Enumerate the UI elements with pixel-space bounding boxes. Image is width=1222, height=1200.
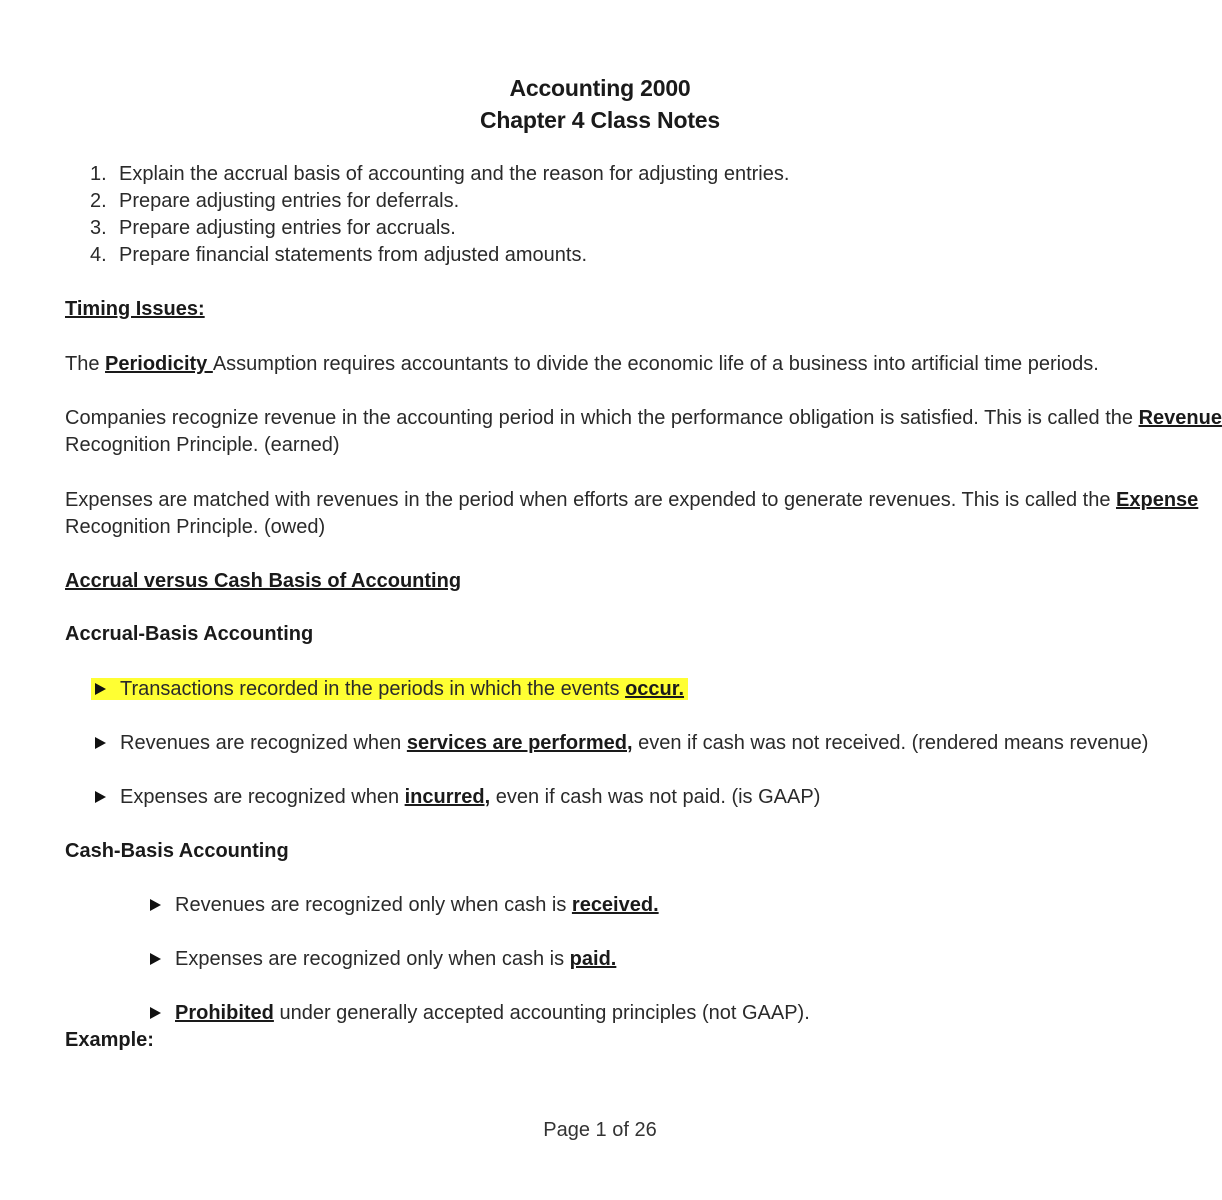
accrual-bullet-1 [91, 676, 688, 703]
timing-issues-heading: Timing Issues: [65, 298, 205, 320]
expense-term: Expense [1116, 489, 1199, 511]
list-number: 1. [90, 163, 107, 185]
cash-basis-heading: Cash-Basis Accounting [65, 840, 289, 862]
list-number: 3. [90, 217, 107, 239]
list-item [90, 161, 789, 188]
triangle-bullet-icon [150, 899, 161, 911]
highlighted-text: Transactions recorded in the periods in which the events occur. [91, 678, 688, 700]
list-text: Prepare financial statements from adjusted amounts. [119, 244, 588, 266]
objectives-list [90, 161, 789, 269]
expense-paragraph-line1: Expenses are matched with revenues in the period when efforts are expended to generate revenues. This is called the Expense [65, 489, 1199, 511]
list-item [90, 215, 789, 242]
triangle-bullet-icon [95, 683, 106, 695]
revenue-paragraph-line2: Recognition Principle. (earned) [65, 434, 340, 456]
cash-bullet-2: Expenses are recognized only when cash is paid. [150, 946, 616, 973]
document-title: Accounting 2000 [509, 75, 691, 101]
expense-paragraph-line2: Recognition Principle. (owed) [65, 516, 326, 538]
accrual-vs-cash-heading: Accrual versus Cash Basis of Accounting [65, 570, 462, 592]
triangle-bullet-icon [150, 1007, 161, 1019]
list-text: Prepare adjusting entries for deferrals. [119, 190, 460, 212]
revenue-term: Revenue [1138, 407, 1222, 429]
list-item [90, 242, 789, 269]
page-number: Page 1 of 26 [543, 1119, 657, 1141]
periodicity-paragraph: The Periodicity Assumption requires accountants to divide the economic life of a business into artificial time periods. [65, 353, 1099, 375]
list-text: Explain the accrual basis of accounting and the reason for adjusting entries. [119, 163, 790, 185]
periodicity-term: Periodicity [105, 353, 213, 375]
accrual-bullet-3: Expenses are recognized when incurred, even if cash was not paid. (is GAAP) [95, 784, 820, 811]
triangle-bullet-icon [95, 791, 106, 803]
cash-bullet-3: Prohibited under generally accepted accounting principles (not GAAP). [150, 1000, 810, 1027]
triangle-bullet-icon [95, 737, 106, 749]
list-item [90, 188, 789, 215]
document-subtitle: Chapter 4 Class Notes [480, 107, 720, 133]
list-text: Prepare adjusting entries for accruals. [119, 217, 456, 239]
accrual-bullet-2: Revenues are recognized when services are performed, even if cash was not received. (rendered means revenue) [95, 730, 1148, 757]
triangle-bullet-icon [150, 953, 161, 965]
cash-bullet-1: Revenues are recognized only when cash is received. [150, 892, 659, 919]
list-number: 4. [90, 244, 107, 266]
example-label: Example: [65, 1029, 154, 1051]
revenue-paragraph-line1: Companies recognize revenue in the accounting period in which the performance obligation is satisfied. This is called the Revenue [65, 407, 1222, 429]
list-number: 2. [90, 190, 107, 212]
accrual-basis-heading: Accrual-Basis Accounting [65, 623, 314, 645]
